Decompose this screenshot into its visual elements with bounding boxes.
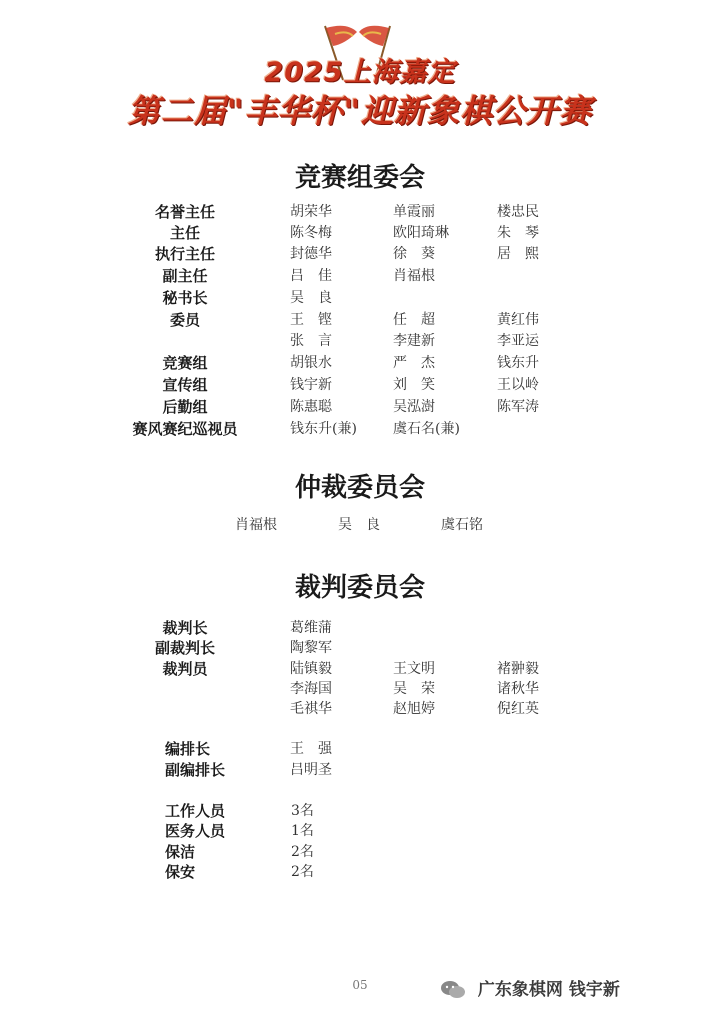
- member-name: 吴 良: [338, 517, 380, 533]
- role-label: 工作人员: [165, 802, 226, 820]
- member-name: 吴 荣: [393, 681, 435, 697]
- member-name: 居 熙: [497, 246, 539, 262]
- member-name: 朱 琴: [497, 225, 539, 241]
- role-label: 赛风赛纪巡视员: [132, 420, 238, 438]
- role-label: 宣传组: [162, 376, 208, 394]
- role-label: 后勤组: [162, 398, 208, 416]
- member-name: 王 强: [290, 741, 332, 757]
- member-name: 褚翀毅: [497, 661, 539, 677]
- member-name: 黄红伟: [497, 312, 539, 328]
- member-name: 刘 笑: [393, 377, 435, 393]
- staff-row: [0, 862, 720, 883]
- member-name: 陆镇毅: [290, 661, 332, 677]
- member-name: 葛维蒲: [290, 620, 332, 636]
- role-label: 执行主任: [154, 245, 215, 263]
- member-name: 倪红英: [497, 701, 539, 717]
- member-name: 吕明圣: [290, 762, 332, 778]
- member-name: 徐 葵: [393, 246, 435, 262]
- member-name: 钱宇新: [290, 377, 332, 393]
- member-name: 胡银水: [290, 355, 332, 371]
- member-name: 钱东升(兼): [290, 421, 357, 437]
- member-name: 张 言: [290, 333, 332, 349]
- member-name: 钱东升: [497, 355, 539, 371]
- watermark-text: 广东象棋网 钱宇新: [477, 980, 620, 1000]
- role-label: 编排长: [165, 740, 211, 758]
- member-name: 虞石铭: [441, 517, 483, 533]
- member-name: 李海国: [290, 681, 332, 697]
- member-name: 王文明: [393, 661, 435, 677]
- member-name: 单霞丽: [393, 204, 435, 220]
- member-name: 王以岭: [497, 377, 539, 393]
- organizing-committee-title: 竞赛组委会: [294, 163, 425, 193]
- member-name: 诸秋华: [497, 681, 539, 697]
- role-label: 秘书长: [162, 289, 208, 307]
- member-name: 陈惠聪: [290, 399, 332, 415]
- member-name: 严 杰: [393, 355, 435, 371]
- staff-count: 2名: [291, 844, 314, 860]
- role-label: 医务人员: [165, 822, 226, 840]
- wechat-icon: [440, 980, 466, 1000]
- member-name: 吕 佳: [290, 268, 332, 284]
- arranger-row: [0, 760, 720, 781]
- staff-row: [0, 842, 720, 863]
- member-name: 虞石名(兼): [393, 421, 460, 437]
- arbitration-members: [0, 515, 720, 536]
- member-name: 陶黎军: [290, 640, 332, 656]
- staff-count: 1名: [291, 823, 314, 839]
- member-name: 王 铿: [290, 312, 332, 328]
- role-label: 主任: [169, 224, 200, 242]
- role-label: 副裁判长: [154, 639, 215, 657]
- header-banner: [0, 0, 720, 140]
- role-label: 裁判员: [162, 660, 208, 678]
- member-name: 李亚运: [497, 333, 539, 349]
- member-name: 任 超: [393, 312, 435, 328]
- role-label: 委员: [169, 311, 200, 329]
- role-label: 竞赛组: [162, 354, 208, 372]
- event-year-location: 2025上海嘉定: [264, 57, 456, 88]
- member-name: 吴 良: [290, 290, 332, 306]
- role-label: 裁判长: [162, 619, 208, 637]
- role-label: 保安: [165, 863, 196, 881]
- role-label: 副编排长: [165, 761, 226, 779]
- event-title: 第二届"丰华杯"迎新象棋公开赛: [127, 92, 593, 130]
- staff-count: 2名: [291, 864, 314, 880]
- role-label: 副主任: [162, 267, 208, 285]
- page-number: 05: [352, 978, 368, 992]
- member-name: 吴泓澍: [393, 399, 435, 415]
- member-name: 陈冬梅: [290, 225, 332, 241]
- member-name: 肖福根: [393, 268, 435, 284]
- wechat-watermark: [440, 975, 620, 1000]
- role-label: 保洁: [165, 843, 196, 861]
- role-label: 名誉主任: [154, 203, 215, 221]
- member-name: 楼忠民: [497, 204, 539, 220]
- referee-committee-title: 裁判委员会: [294, 573, 425, 603]
- member-name: 肖福根: [235, 517, 277, 533]
- member-name: 胡荣华: [290, 204, 332, 220]
- staff-count: 3名: [291, 803, 314, 819]
- member-name: 李建新: [393, 333, 435, 349]
- member-name: 欧阳琦琳: [393, 225, 449, 241]
- arbitration-committee-title: 仲裁委员会: [294, 473, 425, 503]
- member-name: 陈军涛: [497, 399, 539, 415]
- arranger-row: [0, 739, 720, 760]
- staff-row: [0, 801, 720, 822]
- member-name: 毛祺华: [290, 701, 332, 717]
- member-name: 赵旭婷: [393, 701, 435, 717]
- staff-row: [0, 821, 720, 842]
- member-name: 封德华: [290, 246, 332, 262]
